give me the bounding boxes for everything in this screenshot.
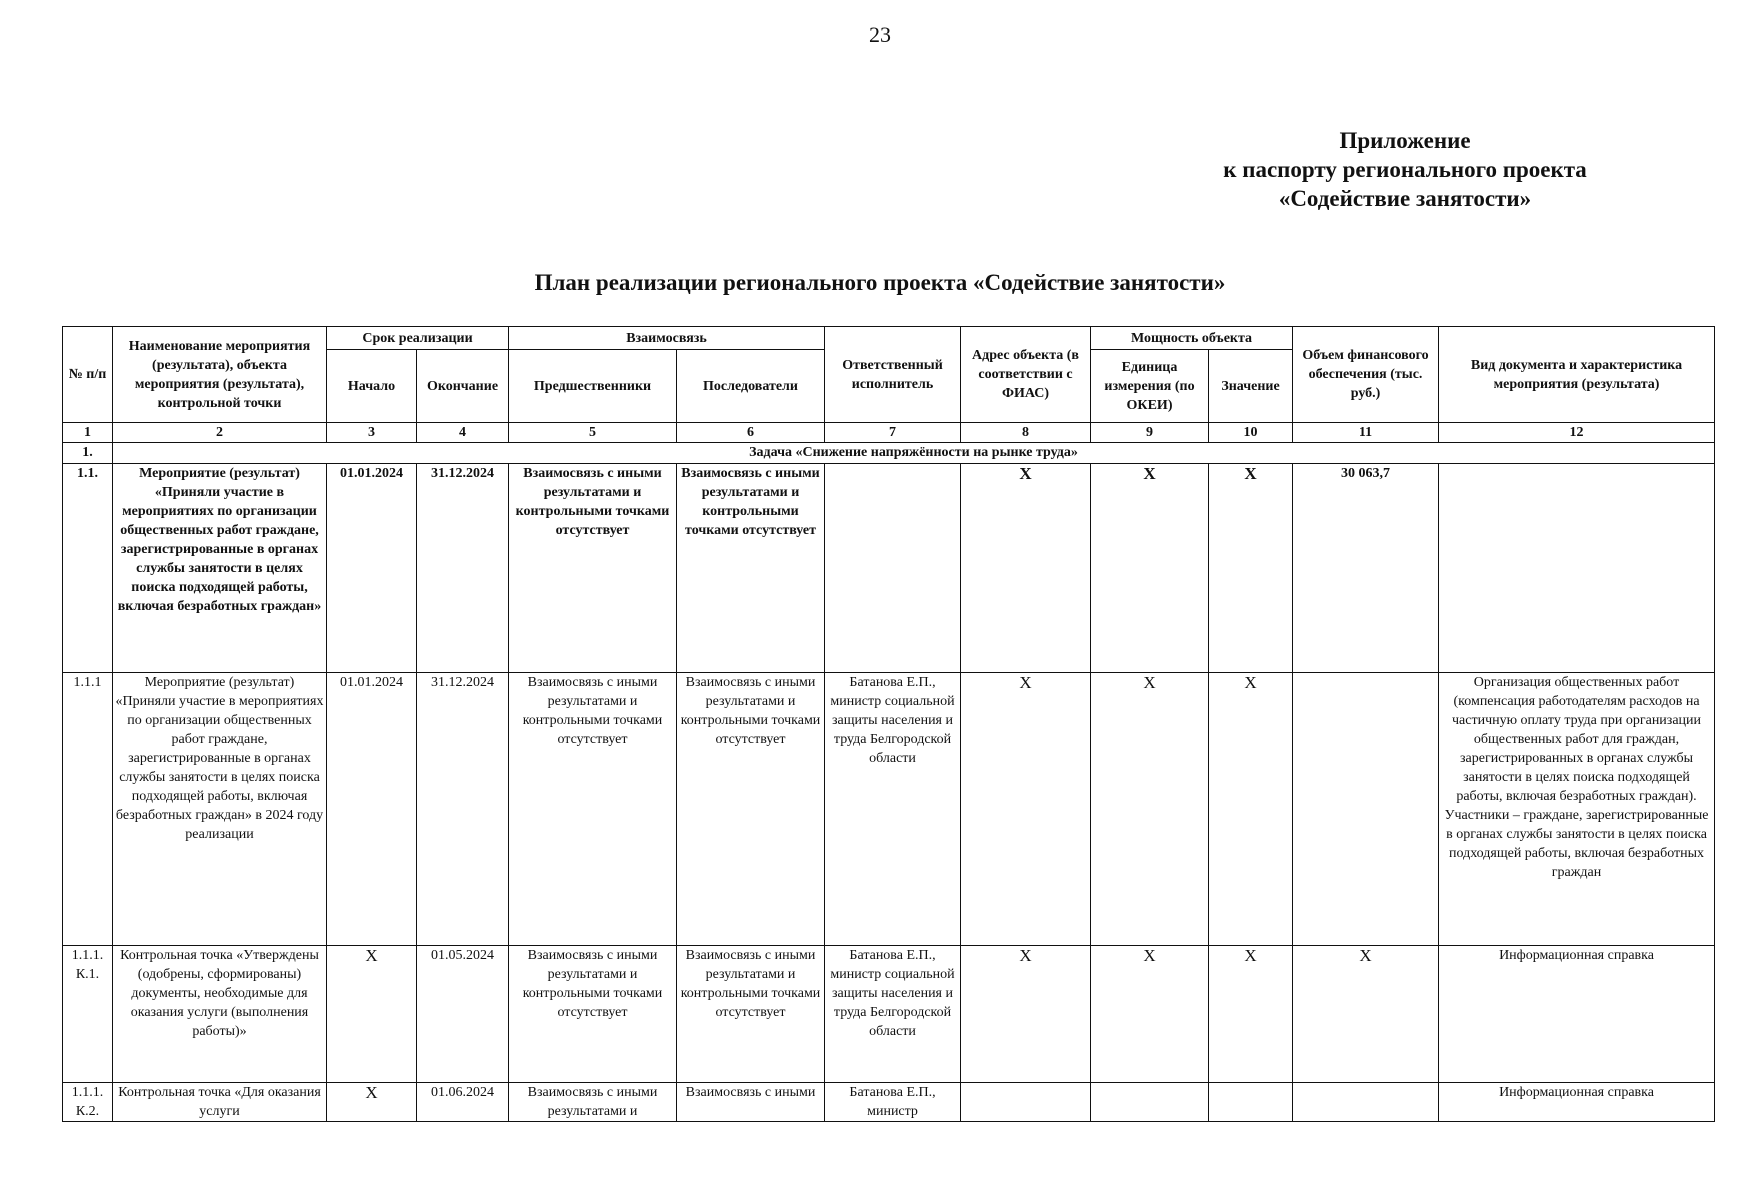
appendix-header	[1160, 126, 1650, 213]
header-power: Мощность объекта	[1091, 327, 1293, 350]
row-fin: 30 063,7	[1293, 464, 1439, 673]
task-row	[63, 443, 1715, 464]
appendix-line-2: к паспорту регионального проекта	[1223, 157, 1587, 182]
row-doc: Информационная справка	[1439, 946, 1715, 1083]
implementation-plan-table	[62, 326, 1715, 1122]
row-fin-value: X	[1359, 946, 1372, 965]
col-number: 1	[63, 423, 113, 443]
row-start-value: X	[365, 946, 378, 965]
row-pred: Взаимосвязь с иными результатами и	[509, 1083, 677, 1122]
col-number: 6	[677, 423, 825, 443]
row-pred: Взаимосвязь с иными результатами и контрольными точками отсутствует	[509, 946, 677, 1083]
row-end: 01.05.2024	[417, 946, 509, 1083]
column-numbers-row	[63, 423, 1715, 443]
row-num: 1.1.	[63, 464, 113, 673]
row-value	[1209, 1083, 1293, 1122]
row-end: 31.12.2024	[417, 464, 509, 673]
col-number: 3	[327, 423, 417, 443]
row-unit	[1091, 464, 1209, 673]
row-num: 1.1.1	[63, 673, 113, 946]
row-addr	[961, 946, 1091, 1083]
col-number: 12	[1439, 423, 1715, 443]
header-value: Значение	[1209, 350, 1293, 423]
row-addr	[961, 1083, 1091, 1122]
row-start-value: X	[365, 1083, 378, 1102]
row-addr	[961, 673, 1091, 946]
row-doc	[1439, 464, 1715, 673]
row-end: 31.12.2024	[417, 673, 509, 946]
page-number: 23	[869, 22, 891, 47]
row-value	[1209, 946, 1293, 1083]
header-start: Начало	[327, 350, 417, 423]
col-number: 4	[417, 423, 509, 443]
row-unit-value: X	[1143, 464, 1156, 483]
row-pred: Взаимосвязь с иными результатами и контрольными точками отсутствует	[509, 673, 677, 946]
row-resp	[825, 464, 961, 673]
table-row	[63, 673, 1715, 946]
header-row-top	[63, 327, 1715, 350]
row-addr	[961, 464, 1091, 673]
row-value	[1209, 464, 1293, 673]
row-unit-value: X	[1143, 673, 1156, 692]
row-resp: Батанова Е.П., министр социальной защиты населения и труда Белгородской области	[825, 673, 961, 946]
row-fin	[1293, 946, 1439, 1083]
row-fin	[1293, 1083, 1439, 1122]
header-end: Окончание	[417, 350, 509, 423]
plan-title: План реализации регионального проекта «Содействие занятости»	[534, 270, 1226, 295]
col-number: 11	[1293, 423, 1439, 443]
row-start: 01.01.2024	[327, 464, 417, 673]
row-value-value: X	[1244, 946, 1257, 965]
row-addr-value: X	[1019, 673, 1032, 692]
header-unit: Единица измерения (по ОКЕИ)	[1091, 350, 1209, 423]
header-link: Взаимосвязь	[509, 327, 825, 350]
row-addr-value: X	[1019, 464, 1032, 483]
table-row	[63, 1083, 1715, 1122]
col-number: 5	[509, 423, 677, 443]
table-row	[63, 464, 1715, 673]
header-resp: Ответственный исполнитель	[825, 327, 961, 423]
appendix-line-1: Приложение	[1339, 128, 1471, 153]
col-number: 10	[1209, 423, 1293, 443]
row-name: Контрольная точка «Утверждены (одобрены, сформированы) документы, необходимые для оказания услуги (выполнения работы)»	[113, 946, 327, 1083]
col-number: 2	[113, 423, 327, 443]
row-unit-value: X	[1143, 946, 1156, 965]
header-num: № п/п	[63, 327, 113, 423]
task-text: Задача «Снижение напряжённости на рынке труда»	[113, 443, 1715, 464]
row-resp: Батанова Е.П., министр	[825, 1083, 961, 1122]
header-name: Наименование мероприятия (результата), объекта мероприятия (результата), контрольной точки	[113, 327, 327, 423]
row-succ: Взаимосвязь с иными	[677, 1083, 825, 1122]
col-number: 7	[825, 423, 961, 443]
col-number: 9	[1091, 423, 1209, 443]
row-doc: Информационная справка	[1439, 1083, 1715, 1122]
row-num: 1.1.1. К.2.	[63, 1083, 113, 1122]
row-start	[327, 946, 417, 1083]
row-start	[327, 1083, 417, 1122]
header-pred: Предшественники	[509, 350, 677, 423]
row-succ: Взаимосвязь с иными результатами и контрольными точками отсутствует	[677, 946, 825, 1083]
row-value-value: X	[1244, 673, 1257, 692]
header-fin: Объем финансового обеспечения (тыс. руб.)	[1293, 327, 1439, 423]
row-value-value: X	[1244, 464, 1257, 483]
row-unit	[1091, 1083, 1209, 1122]
row-resp: Батанова Е.П., министр социальной защиты населения и труда Белгородской области	[825, 946, 961, 1083]
row-pred: Взаимосвязь с иными результатами и контрольными точками отсутствует	[509, 464, 677, 673]
row-name: Мероприятие (результат) «Приняли участие в мероприятиях по организации общественных работ граждане, зарегистрированные в органах службы занятости в целях поиска подходящей работы, включая безработных граждан» в 2024 году реализации	[113, 673, 327, 946]
row-end: 01.06.2024	[417, 1083, 509, 1122]
row-succ: Взаимосвязь с иными результатами и контрольными точками отсутствует	[677, 464, 825, 673]
row-value	[1209, 673, 1293, 946]
row-num: 1.1.1. К.1.	[63, 946, 113, 1083]
appendix-line-3: «Содействие занятости»	[1278, 186, 1532, 211]
header-succ: Последователи	[677, 350, 825, 423]
row-doc: Организация общественных работ (компенсация работодателям расходов на частичную оплату труда при организации общественных работ для граждан, зарегистрированных в органах службы занятости в целях поиска подходящей работы, включая безработных граждан). Участники – граждане, зарегистрированные в органах службы занятости в целях поиска подходящей работы, включая безработных граждан	[1439, 673, 1715, 946]
row-unit	[1091, 946, 1209, 1083]
header-doc: Вид документа и характеристика мероприятия (результата)	[1439, 327, 1715, 423]
row-unit	[1091, 673, 1209, 946]
task-num: 1.	[63, 443, 113, 464]
col-number: 8	[961, 423, 1091, 443]
row-fin	[1293, 673, 1439, 946]
row-addr-value: X	[1019, 946, 1032, 965]
row-succ: Взаимосвязь с иными результатами и контрольными точками отсутствует	[677, 673, 825, 946]
row-name: Мероприятие (результат) «Приняли участие в мероприятиях по организации общественных работ граждане, зарегистрированные в органах службы занятости в целях поиска подходящей работы, включая безработных граждан»	[113, 464, 327, 673]
header-addr: Адрес объекта (в соответствии с ФИАС)	[961, 327, 1091, 423]
header-period: Срок реализации	[327, 327, 509, 350]
table-row	[63, 946, 1715, 1083]
row-start: 01.01.2024	[327, 673, 417, 946]
row-name: Контрольная точка «Для оказания услуги	[113, 1083, 327, 1122]
